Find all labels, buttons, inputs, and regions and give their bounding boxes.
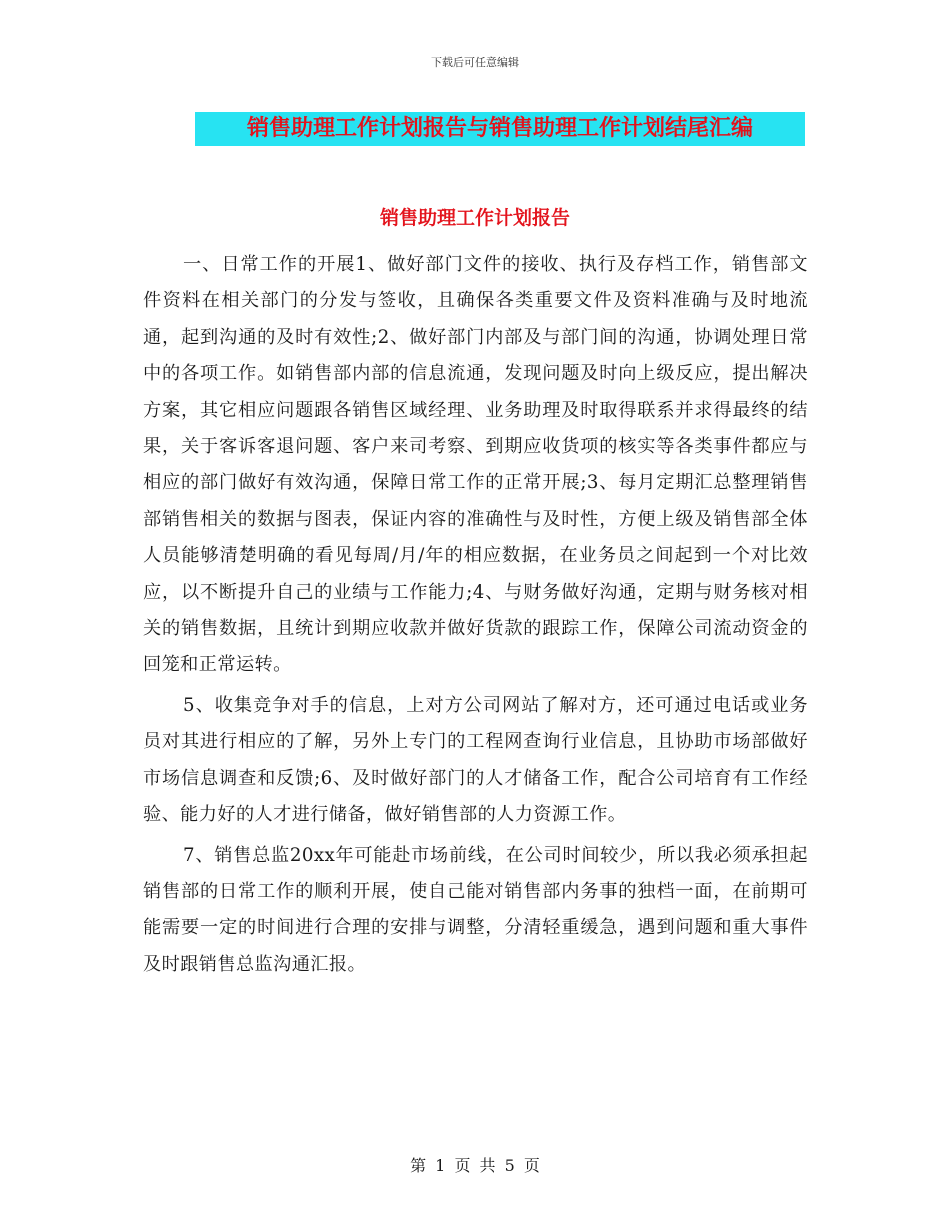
header-note: 下载后可任意编辑 <box>431 56 519 69</box>
document-body <box>143 247 808 987</box>
body-paragraph: 5、收集竞争对手的信息，上对方公司网站了解对方，还可通过电话或业务员对其进行相应的了解，另外上专门的工程网查询行业信息，且协助市场部做好市场信息调查和反馈;6、及时做好部门的人才储备工作，配合公司培育有工作经验、能力好的人才进行储备，做好销售部的人力资源工作。 <box>143 694 808 826</box>
document-main-title: 销售助理工作计划报告与销售助理工作计划结尾汇编 <box>195 112 805 146</box>
page-footer: 第 1 页 共 5 页 <box>410 1156 540 1175</box>
body-paragraph: 一、日常工作的开展1、做好部门文件的接收、执行及存档工作，销售部文件资料在相关部门的分发与签收，且确保各类重要文件及资料准确与及时地流通，起到沟通的及时有效性;2、做好部门内部及与部门间的沟通，协调处理日常中的各项工作。如销售部内部的信息流通，发现问题及时向上级反应，提出解决方案，其它相应问题跟各销售区域经理、业务助理及时取得联系并求得最终的结果，关于客诉客退问题、客户来司考察、到期应收货项的核实等各类事件都应与相应的部门做好有效沟通，保障日常工作的正常开展;3、每月定期汇总整理销售部销售相关的数据与图表，保证内容的准确性与及时性，方便上级及销售部全体人员能够清楚明确的看见每周/月/年的相应数据，在业务员之间起到一个对比效应，以不断提升自己的业绩与工作能力;4、与财务做好沟通，定期与财务核对相关的销售数据，且统计到期应收款并做好货款的跟踪工作，保障公司流动资金的回笼和正常运转。 <box>143 254 808 676</box>
body-paragraph: 7、销售总监20xx年可能赴市场前线，在公司时间较少，所以我必须承担起销售部的日常工作的顺利开展，使自己能对销售部内务事的独档一面，在前期可能需要一定的时间进行合理的安排与调整，分清轻重缓急，遇到问题和重大事件及时跟销售总监沟通汇报。 <box>143 844 808 975</box>
section-title: 销售助理工作计划报告 <box>379 207 570 229</box>
